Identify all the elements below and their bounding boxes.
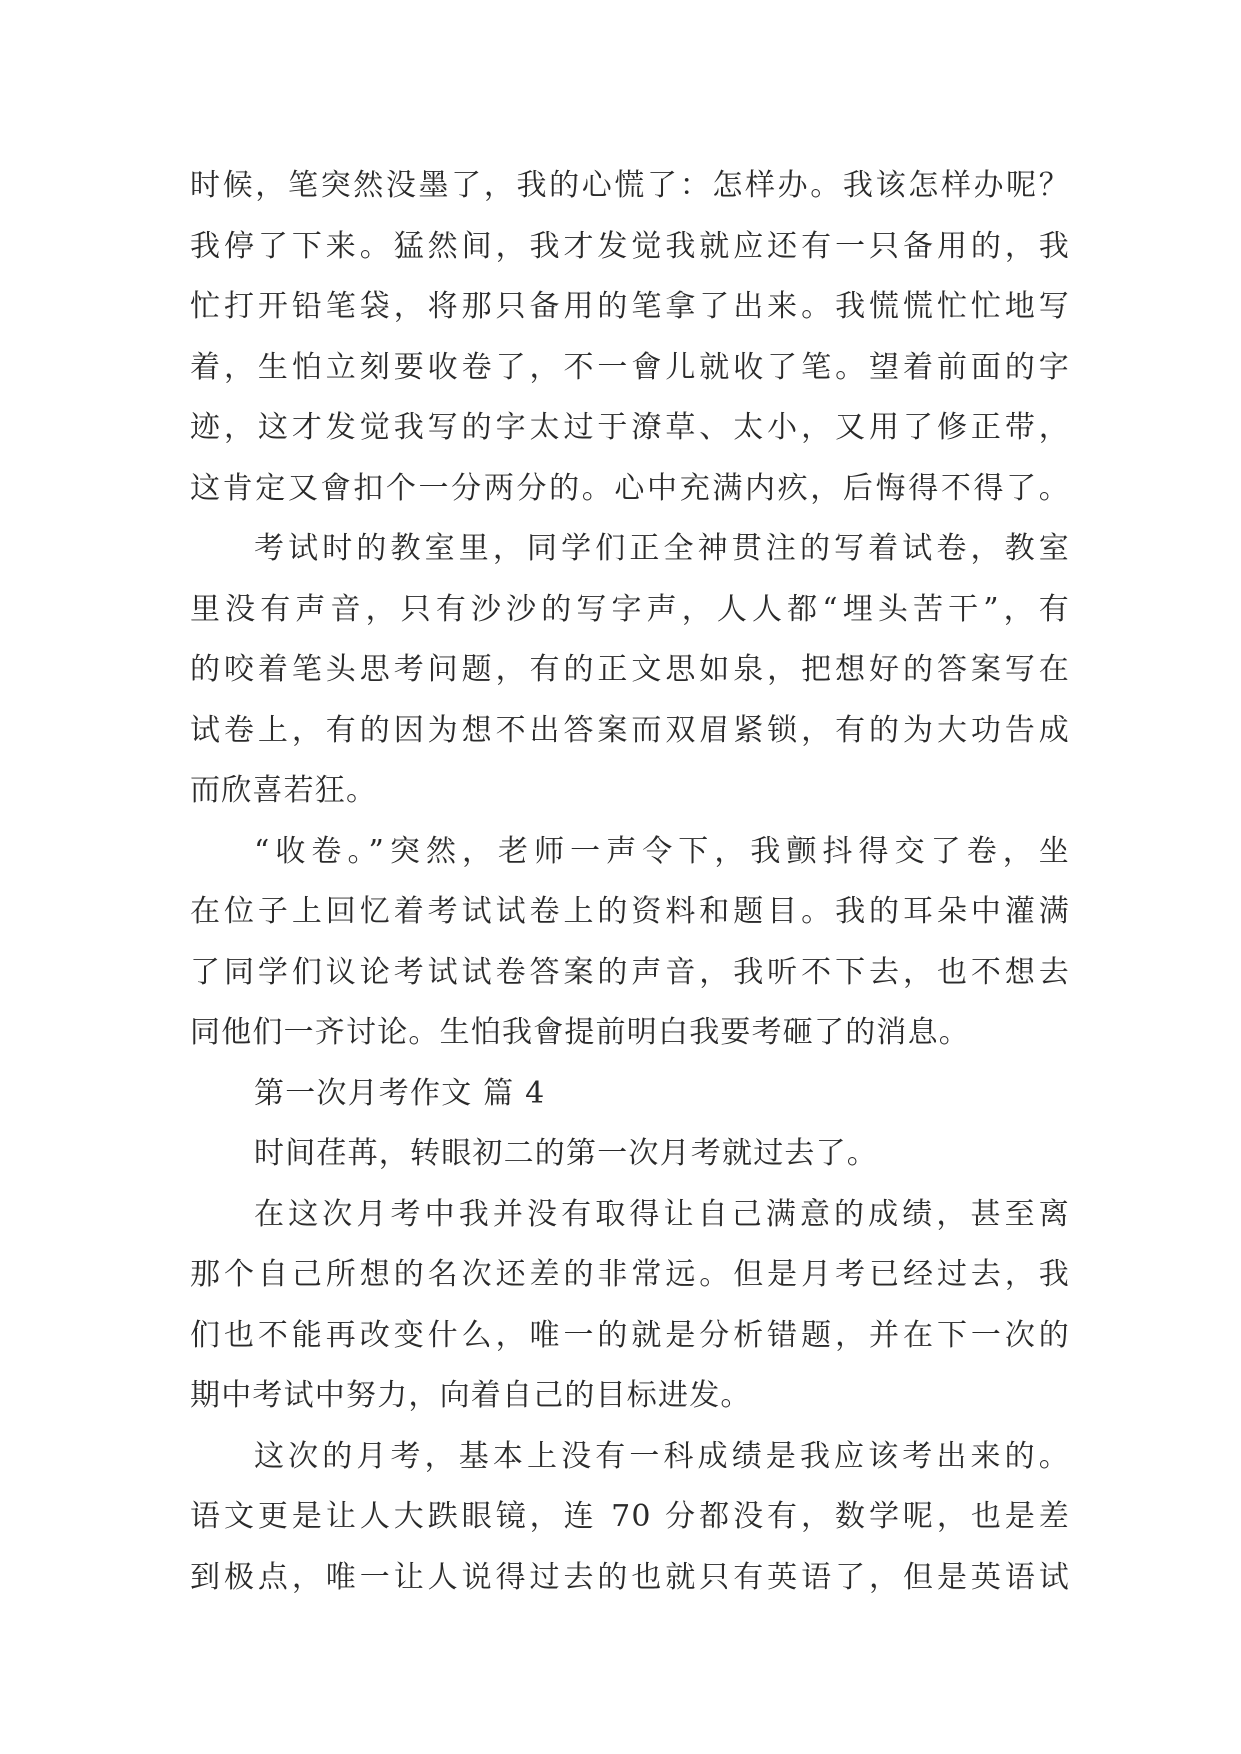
text-line: 到极点，唯一让人说得过去的也就只有英语了，但是英语试 <box>190 1559 1070 1595</box>
section-heading: 第一次月考作文 篇 4 <box>254 1075 546 1111</box>
text-line: 的咬着笔头思考问题，有的正文思如泉，把想好的答案写在 <box>190 652 1070 687</box>
text-line: 迹，这才发觉我写的字太过于潦草、太小，又用了修正带， <box>190 410 1070 445</box>
text-line: 在位子上回忆着考试试卷上的资料和题目。我的耳朵中灌满 <box>190 894 1070 929</box>
text-line: 我停了下来。猛然间，我才发觉我就应还有一只备用的，我 <box>190 228 1070 264</box>
text-line: 语文更是让人大跌眼镜，连 70 分都没有，数学呢，也是差 <box>190 1499 1070 1534</box>
text-line: 了同学们议论考试试卷答案的声音，我听不下去，也不想去 <box>190 954 1070 990</box>
text-line: 们也不能再改变什么，唯一的就是分析错题，并在下一次的 <box>190 1317 1070 1353</box>
paragraph-start-line: 在这次月考中我并没有取得让自己满意的成绩，甚至离 <box>254 1196 1070 1232</box>
text-line: 那个自己所想的名次还差的非常远。但是月考已经过去，我 <box>190 1257 1070 1292</box>
text-line: 同他们一齐讨论。生怕我會提前明白我要考砸了的消息。 <box>190 1015 970 1050</box>
paragraph-start-line: 这次的月考，基本上没有一科成绩是我应该考出来的。 <box>254 1438 1070 1474</box>
text-line: 期中考试中努力，向着自己的目标进发。 <box>190 1378 752 1413</box>
text-line: 这肯定又會扣个一分两分的。心中充满内疚，后悔得不得了。 <box>190 470 1070 506</box>
text-line: 着，生怕立刻要收卷了，不一會儿就收了笔。望着前面的字 <box>190 349 1070 385</box>
text-line: 试卷上，有的因为想不出答案而双眉紧锁，有的为大功告成 <box>190 712 1070 748</box>
text-line: 里没有声音，只有沙沙的写字声，人人都“埋头苦干”，有 <box>190 591 1070 627</box>
text-line: 忙打开铅笔袋，将那只备用的笔拿了出来。我慌慌忙忙地写 <box>190 289 1070 324</box>
paragraph-start-line: 考试时的教室里，同学们正全神贯注的写着试卷，教室 <box>254 531 1070 566</box>
paragraph-start-line: 时间荏苒，转眼初二的第一次月考就过去了。 <box>254 1136 878 1171</box>
text-line: 而欣喜若狂。 <box>190 773 378 808</box>
paragraph-start-line: “收卷。”突然，老师一声令下，我颤抖得交了卷，坐 <box>254 833 1070 869</box>
text-line: 时候，笔突然没墨了，我的心慌了：怎样办。我该怎样办呢？ <box>190 168 1070 203</box>
body-text <box>190 156 1070 1608</box>
